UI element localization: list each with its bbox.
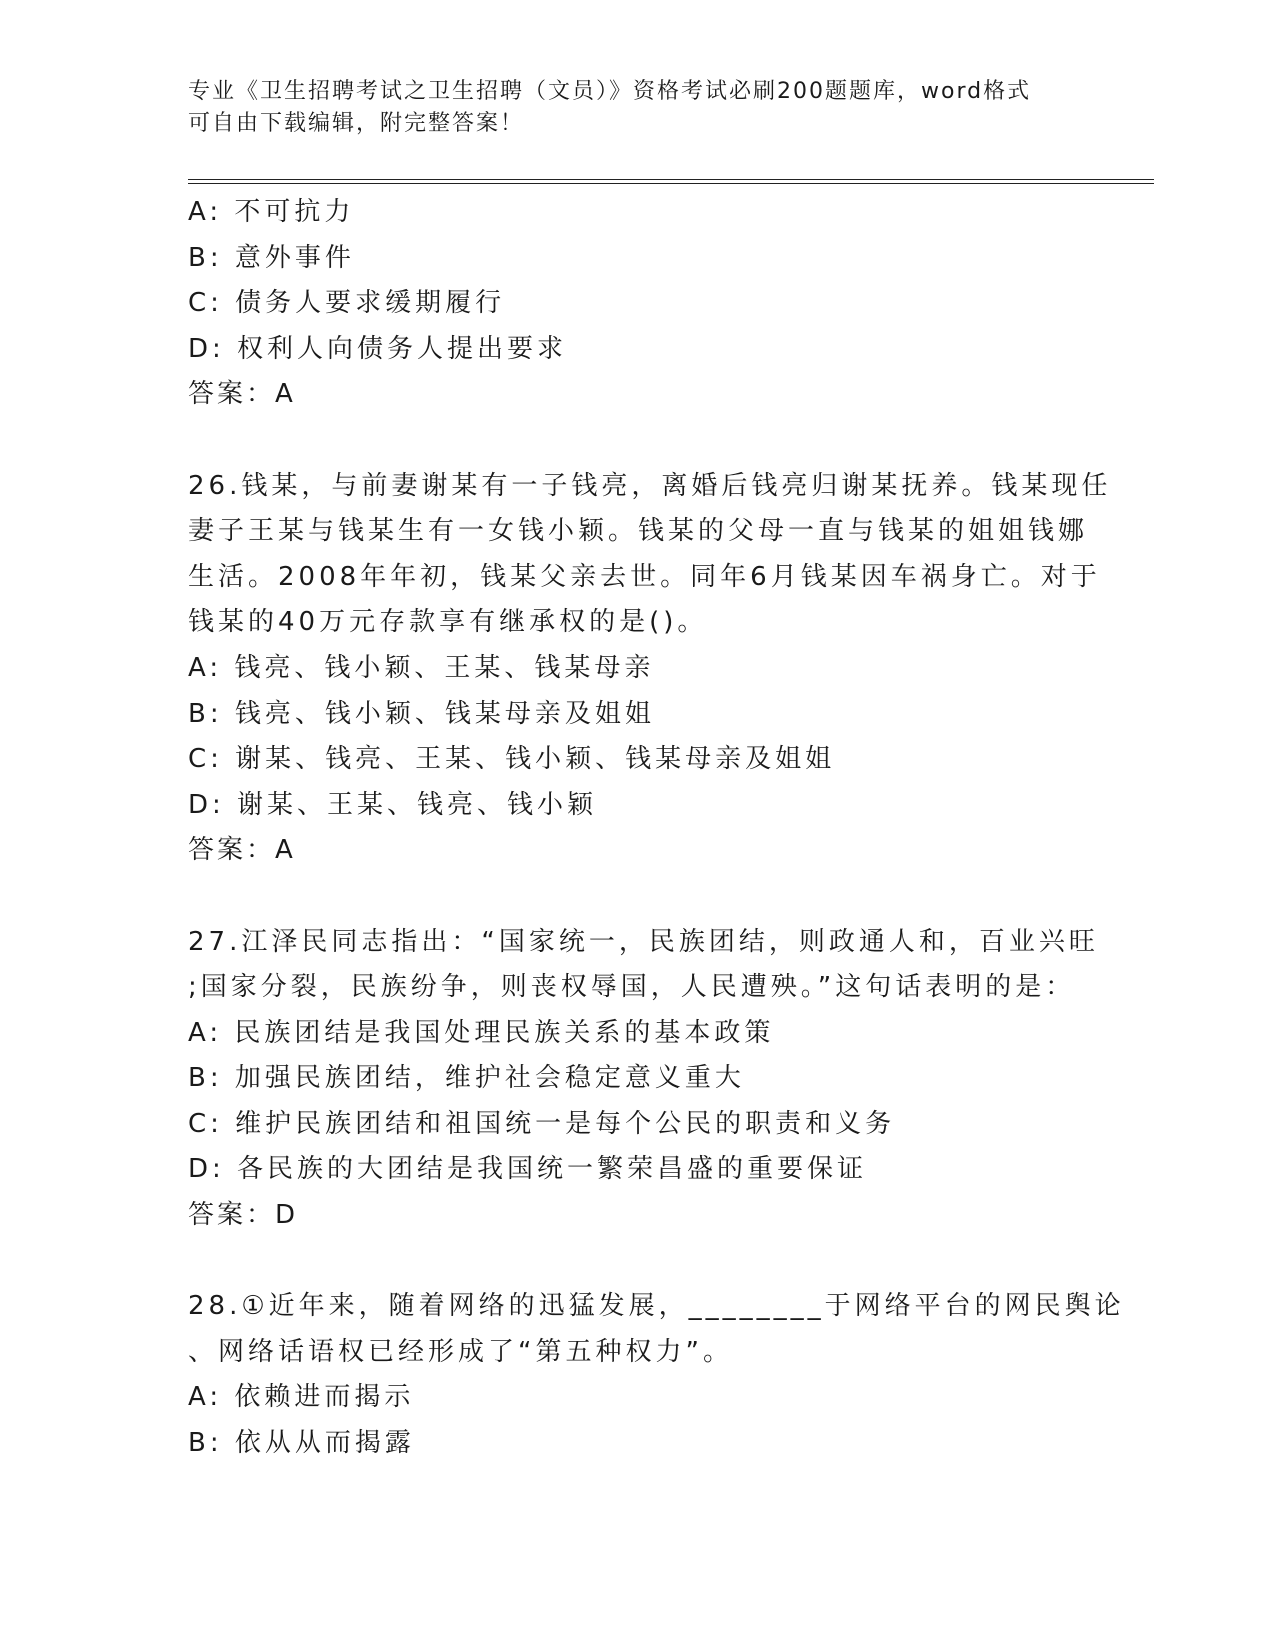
option-a: A: 钱亮、钱小颖、王某、钱某母亲 [188,652,655,683]
question-28 [188,1284,1125,1466]
question-stem-line: 26.钱某，与前妻谢某有一子钱亮，离婚后钱亮归谢某抚养。钱某现任 [188,470,1112,501]
option-a: A: 不可抗力 [188,197,355,227]
question-27 [188,920,1099,1239]
option-b: B: 意外事件 [188,242,355,273]
question-stem-line: 、网络话语权已经形成了“第五种权力”。 [188,1336,733,1367]
option-c: C: 债务人要求缓期履行 [188,288,506,319]
option-a: A: 民族团结是我国处理民族关系的基本政策 [188,1017,775,1048]
header-title-line-1: 专业《卫生招聘考试之卫生招聘（文员）》资格考试必刷200题题库，word格式 [188,79,1032,104]
question-stem-line: 钱某的40万元存款享有继承权的是()。 [188,607,708,638]
option-a: A: 依赖进而揭示 [188,1382,415,1413]
answer: 答案：A [188,379,296,410]
question-25 [188,190,1088,418]
question-stem-line: 27.江泽民同志指出：“国家统一，民族团结，则政通人和，百业兴旺 [188,926,1099,957]
question-gap [188,1239,1088,1285]
option-b: B: 加强民族团结，维护社会稳定意义重大 [188,1063,745,1094]
option-c: C: 维护民族团结和祖国统一是每个公民的职责和义务 [188,1108,896,1139]
option-d: D: 权利人向债务人提出要求 [188,333,568,364]
header-title-line-2: 可自由下载编辑，附完整答案！ [188,111,525,136]
document-header [188,76,1088,140]
question-gap [188,418,1088,464]
header-divider-bottom [188,183,1154,184]
question-gap [188,874,1088,920]
question-26 [188,464,1112,874]
question-stem-line: 28.①近年来，随着网络的迅猛发展，________于网络平台的网民舆论 [188,1291,1125,1322]
question-stem-line: ;国家分裂，民族纷争，则丧权辱国，人民遭殃。”这句话表明的是： [188,972,1076,1003]
header-divider-top [188,179,1154,180]
option-c: C: 谢某、钱亮、王某、钱小颖、钱某母亲及姐姐 [188,744,836,775]
question-list [188,190,1125,1467]
option-d: D: 谢某、王某、钱亮、钱小颖 [188,789,598,820]
answer: 答案：A [188,835,296,866]
question-stem-line: 生活。2008年年初，钱某父亲去世。同年6月钱某因车祸身亡。对于 [188,561,1101,592]
option-b: B: 钱亮、钱小颖、钱某母亲及姐姐 [188,698,655,729]
option-b: B: 依从从而揭露 [188,1428,415,1459]
question-stem-line: 妻子王某与钱某生有一女钱小颖。钱某的父母一直与钱某的姐姐钱娜 [188,516,1089,547]
option-d: D: 各民族的大团结是我国统一繁荣昌盛的重要保证 [188,1154,868,1185]
answer: 答案：D [188,1200,299,1231]
